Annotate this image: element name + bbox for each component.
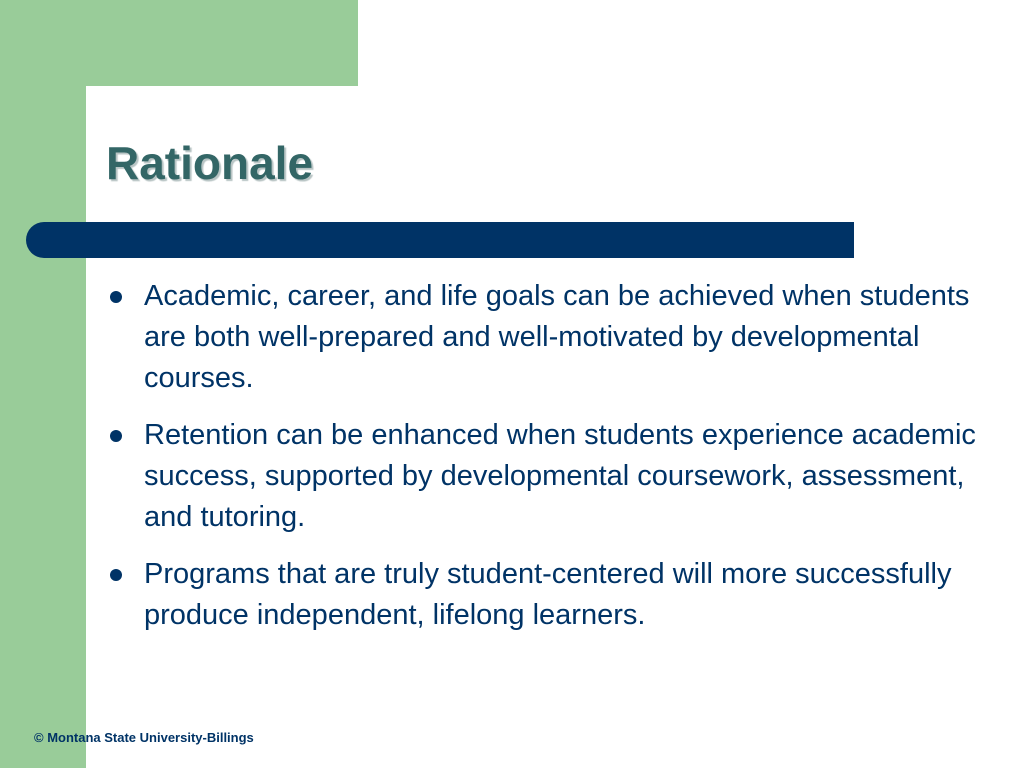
bullet-dot-icon bbox=[110, 291, 122, 303]
bullet-list bbox=[102, 276, 982, 652]
left-green-strip bbox=[0, 0, 86, 768]
bullet-text: Programs that are truly student-centered will more successfully produce independent, lifelong learners. bbox=[144, 558, 952, 631]
bullet-item bbox=[102, 276, 982, 399]
bullet-text: Retention can be enhanced when students experience academic success, supported by developmental coursework, assessment, and tutoring. bbox=[144, 419, 976, 533]
bullet-text: Academic, career, and life goals can be achieved when students are both well-prepared and well-motivated by developmental courses. bbox=[144, 280, 970, 394]
copyright-footer: © Montana State University-Billings bbox=[34, 730, 254, 745]
title-underline-bar bbox=[26, 222, 854, 258]
slide-title: Rationale bbox=[106, 137, 314, 189]
top-green-block bbox=[86, 0, 358, 86]
bullet-item bbox=[102, 554, 982, 636]
bullet-dot-icon bbox=[110, 430, 122, 442]
bullet-item bbox=[102, 415, 982, 538]
bullet-dot-icon bbox=[110, 569, 122, 581]
